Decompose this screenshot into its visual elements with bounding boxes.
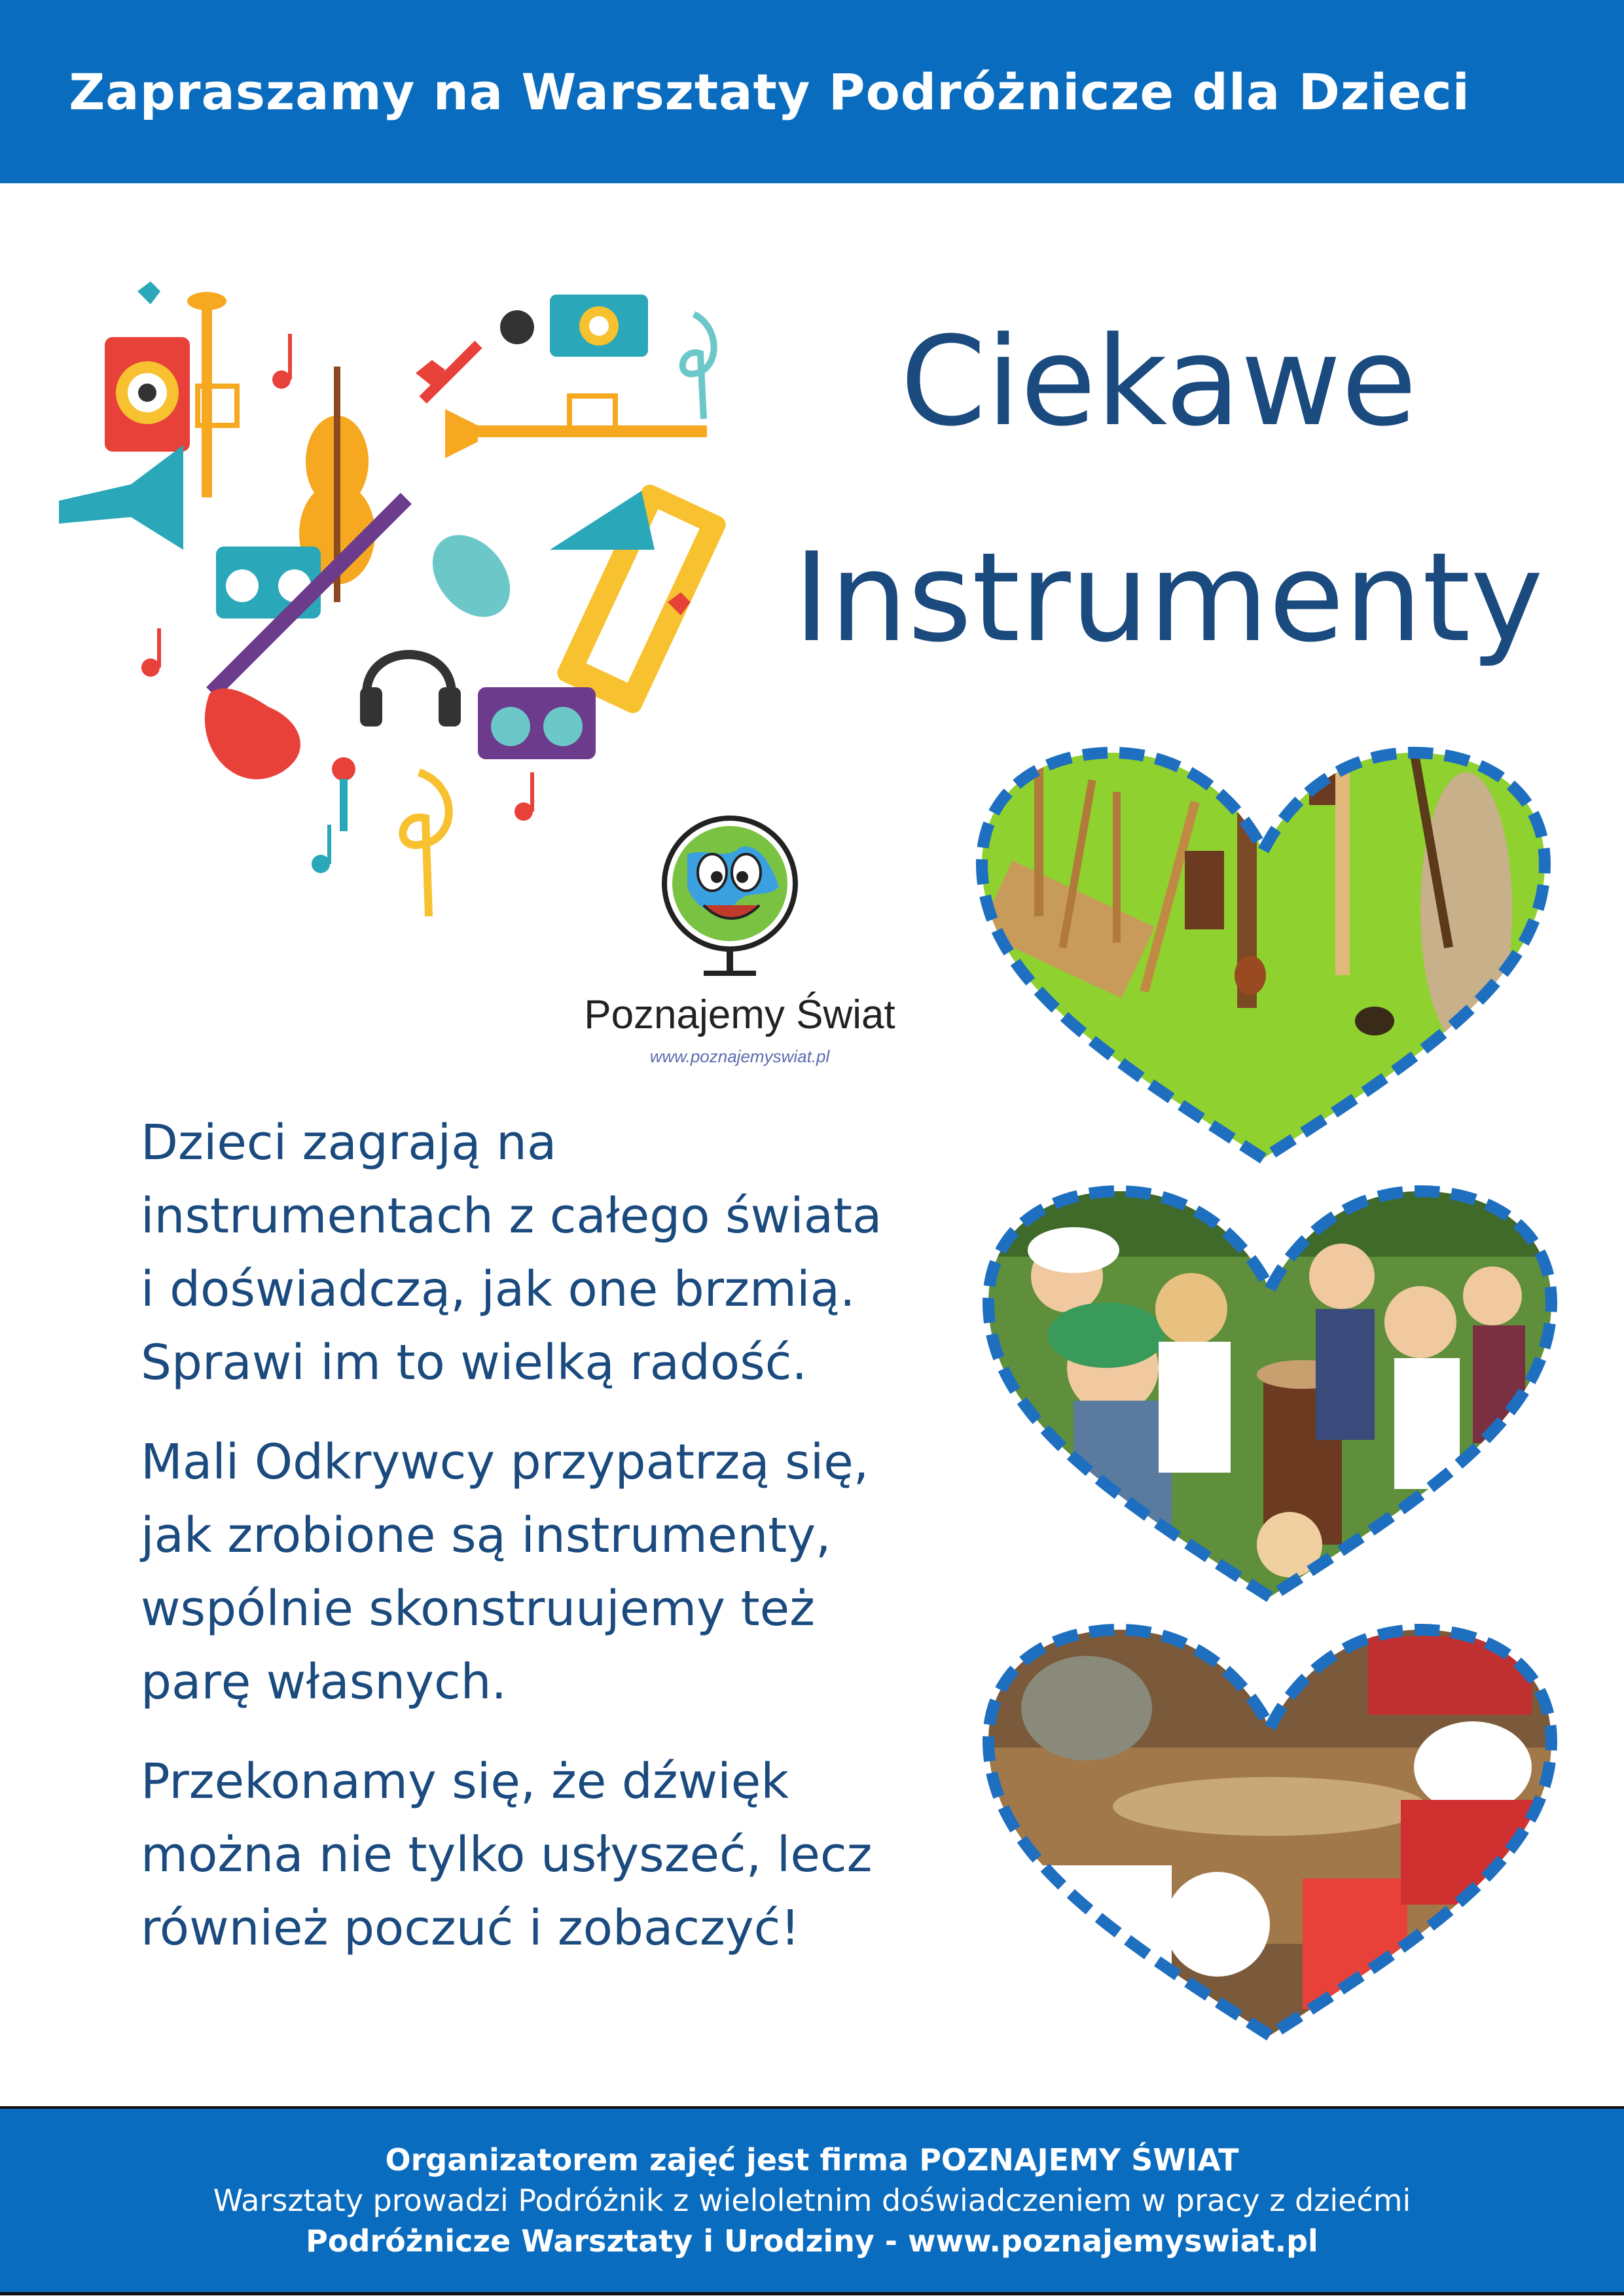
paragraph-1-line: Sprawi im to wielką radość. bbox=[141, 1335, 807, 1391]
globe-mascot-icon bbox=[569, 808, 910, 985]
trumpet-icon-horizontal bbox=[445, 396, 707, 458]
logo-url: www.poznajemyswiat.pl bbox=[649, 1047, 830, 1066]
cello-icon bbox=[417, 520, 526, 632]
paragraph-2 bbox=[141, 1426, 926, 1719]
paragraph-2-line: jak zrobione są instrumenty, bbox=[141, 1507, 831, 1564]
megaphone-icon bbox=[59, 445, 183, 550]
photo-heart-children-drums bbox=[975, 1178, 1564, 1604]
paragraph-3-line: również poczuć i zobaczyć! bbox=[141, 1900, 801, 1956]
boombox-icon-top bbox=[550, 295, 648, 357]
treble-clef-icon-yellow bbox=[403, 772, 448, 916]
paragraph-1-line: i doświadczą, jak one brzmią. bbox=[141, 1261, 856, 1318]
treble-clef-icon-teal bbox=[683, 314, 714, 419]
boombox-icon-bottom bbox=[478, 687, 596, 759]
photo-heart-children-instrument bbox=[975, 1617, 1564, 2042]
paragraph-2-line: Mali Odkrywcy przypatrzą się, bbox=[141, 1434, 869, 1490]
header-title: Zapraszamy na Warsztaty Podróżnicze dla Dzieci bbox=[69, 62, 1470, 121]
paragraph-1-line: instrumentach z całego świata bbox=[141, 1188, 882, 1244]
paragraph-1-line: Dzieci zagrają na bbox=[141, 1115, 557, 1171]
footer-website: Podróżnicze Warsztaty i Urodziny - www.poznajemyswiat.pl bbox=[306, 2223, 1318, 2259]
paragraph-2-line: wspólnie skonstruujemy też bbox=[141, 1581, 816, 1637]
main-title-line-2: Instrumenty bbox=[793, 526, 1543, 670]
small-microphone-icon bbox=[332, 757, 355, 831]
headphones-icon bbox=[360, 655, 461, 726]
microphone-icon bbox=[420, 310, 534, 404]
footer-banner bbox=[0, 2109, 1624, 2295]
paragraph-3-line: można nie tylko usłyszeć, lecz bbox=[141, 1827, 873, 1883]
paragraph-2-line: parę własnych. bbox=[141, 1654, 507, 1710]
main-title-line-1: Ciekawe bbox=[900, 310, 1417, 454]
footer-organizer-prefix: Organizatorem zajęć jest firma bbox=[385, 2142, 920, 2178]
footer-instructor: Warsztaty prowadzi Podróżnik z wieloletnim doświadczeniem w pracy z dziećmi bbox=[213, 2183, 1411, 2218]
paragraph-3-line: Przekonamy się, że dźwięk bbox=[141, 1753, 789, 1810]
photo-heart-instruments-wall bbox=[969, 740, 1558, 1165]
trumpet-icon-vertical bbox=[187, 292, 237, 497]
paragraph-3 bbox=[141, 1745, 926, 1965]
logo bbox=[569, 808, 910, 1083]
footer-organizer bbox=[385, 2140, 1238, 2180]
speaker-icon bbox=[105, 337, 190, 452]
footer-organizer-company: POZNAJEMY ŚWIAT bbox=[919, 2142, 1239, 2178]
horn-icon bbox=[550, 491, 655, 550]
logo-name: Poznajemy Świat bbox=[584, 992, 895, 1037]
paragraph-1 bbox=[141, 1106, 926, 1399]
body-text bbox=[141, 1106, 926, 1991]
header-banner bbox=[0, 0, 1624, 183]
